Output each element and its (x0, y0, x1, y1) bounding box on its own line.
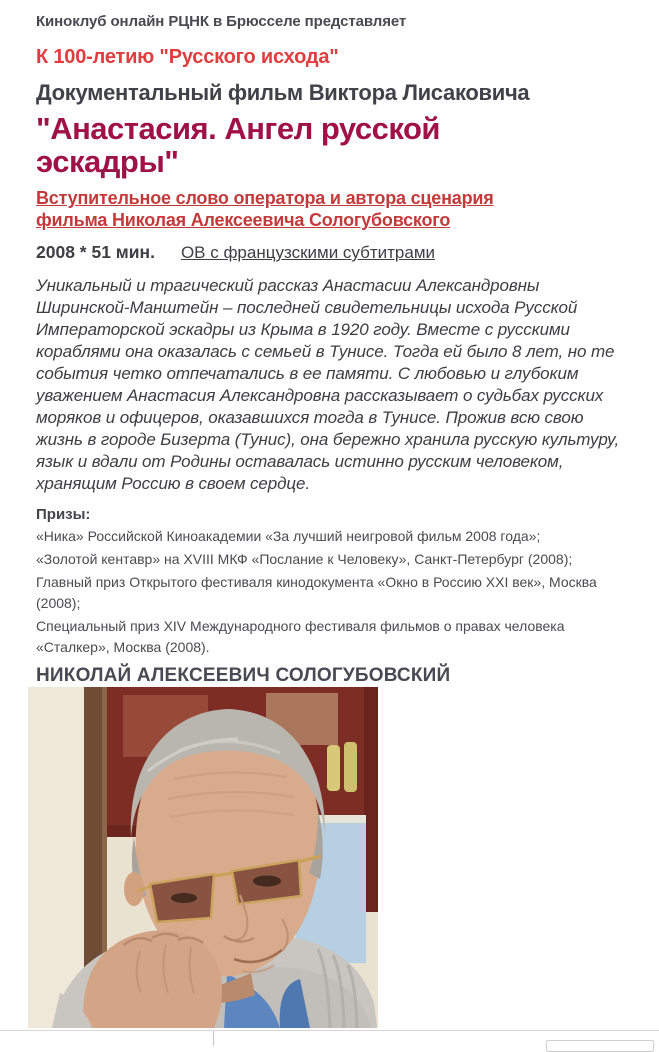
film-credit-heading: Документальный фильм Виктора Лисаковича (36, 80, 530, 105)
intro-speech-link[interactable]: Вступительное слово оператора и автора сценария фильма Николая Алексеевича Сологубовского (36, 188, 494, 230)
synopsis-paragraph: Уникальный и трагический рассказ Анастасии Александровны Ширинской-Манштейн – последней свидетельницы исхода Русской Императорской эскадры из Крыма в 1920 году. Вместе с русскими кораблями она оказалась с семьей в Тунисе. Тогда ей было 8 лет, но те события четко отпечатались в ее памяти. С любовью и глубоким уважением Анастасия Александровна рассказывает о судьбах русских моряков и офицеров, оказавшихся тогда в Тунисе. Прожив всю свою жизнь в городе Бизерта (Тунис), она бережно хранила русскую культуру, язык и вдали от Родины оставалась истинно русским человеком, хранящим Россию в своем сердце. (36, 276, 620, 493)
prizes-label: Призы: (36, 506, 91, 523)
prize-item: «Золотой кентавр» на XVIII МКФ «Послание к Человеку», Санкт-Петербург (2008); (36, 551, 573, 567)
year-duration-label: 2008 * 51 мин. (36, 242, 155, 262)
intro-link-row (36, 178, 629, 231)
portrait-illustration (28, 687, 378, 1028)
person-name-heading: НИКОЛАЙ АЛЕКСЕЕВИЧ СОЛОГУБОВСКИЙ (36, 665, 451, 686)
kicker-line: Киноклуб онлайн РЦНК в Брюсселе представляет (36, 13, 407, 30)
prize-item: «Ника» Российской Киноакадемии «За лучший неигровой фильм 2008 года»; (36, 528, 541, 544)
prize-item: Главный приз Открытого фестиваля кинодокумента «Окно в Россию XXI век», Москва (2008); (36, 574, 597, 611)
prizes-section (36, 505, 629, 658)
table-border-fragment (213, 1031, 214, 1046)
film-title-heading: "Анастасия. Ангел русской эскадры" (36, 111, 440, 179)
subtitles-link[interactable]: ОВ с французскими субтитрами (180, 243, 435, 262)
portrait-photo (28, 687, 378, 1028)
partial-form-field[interactable] (546, 1040, 654, 1052)
meta-row (36, 241, 629, 265)
bottom-divider-line (0, 1030, 659, 1031)
prize-item: Специальный приз XIV Международного фестиваля фильмов о правах человека «Сталкер», Москва (2008). (36, 618, 565, 655)
anniversary-heading: К 100-летию "Русского исхода" (36, 46, 339, 68)
